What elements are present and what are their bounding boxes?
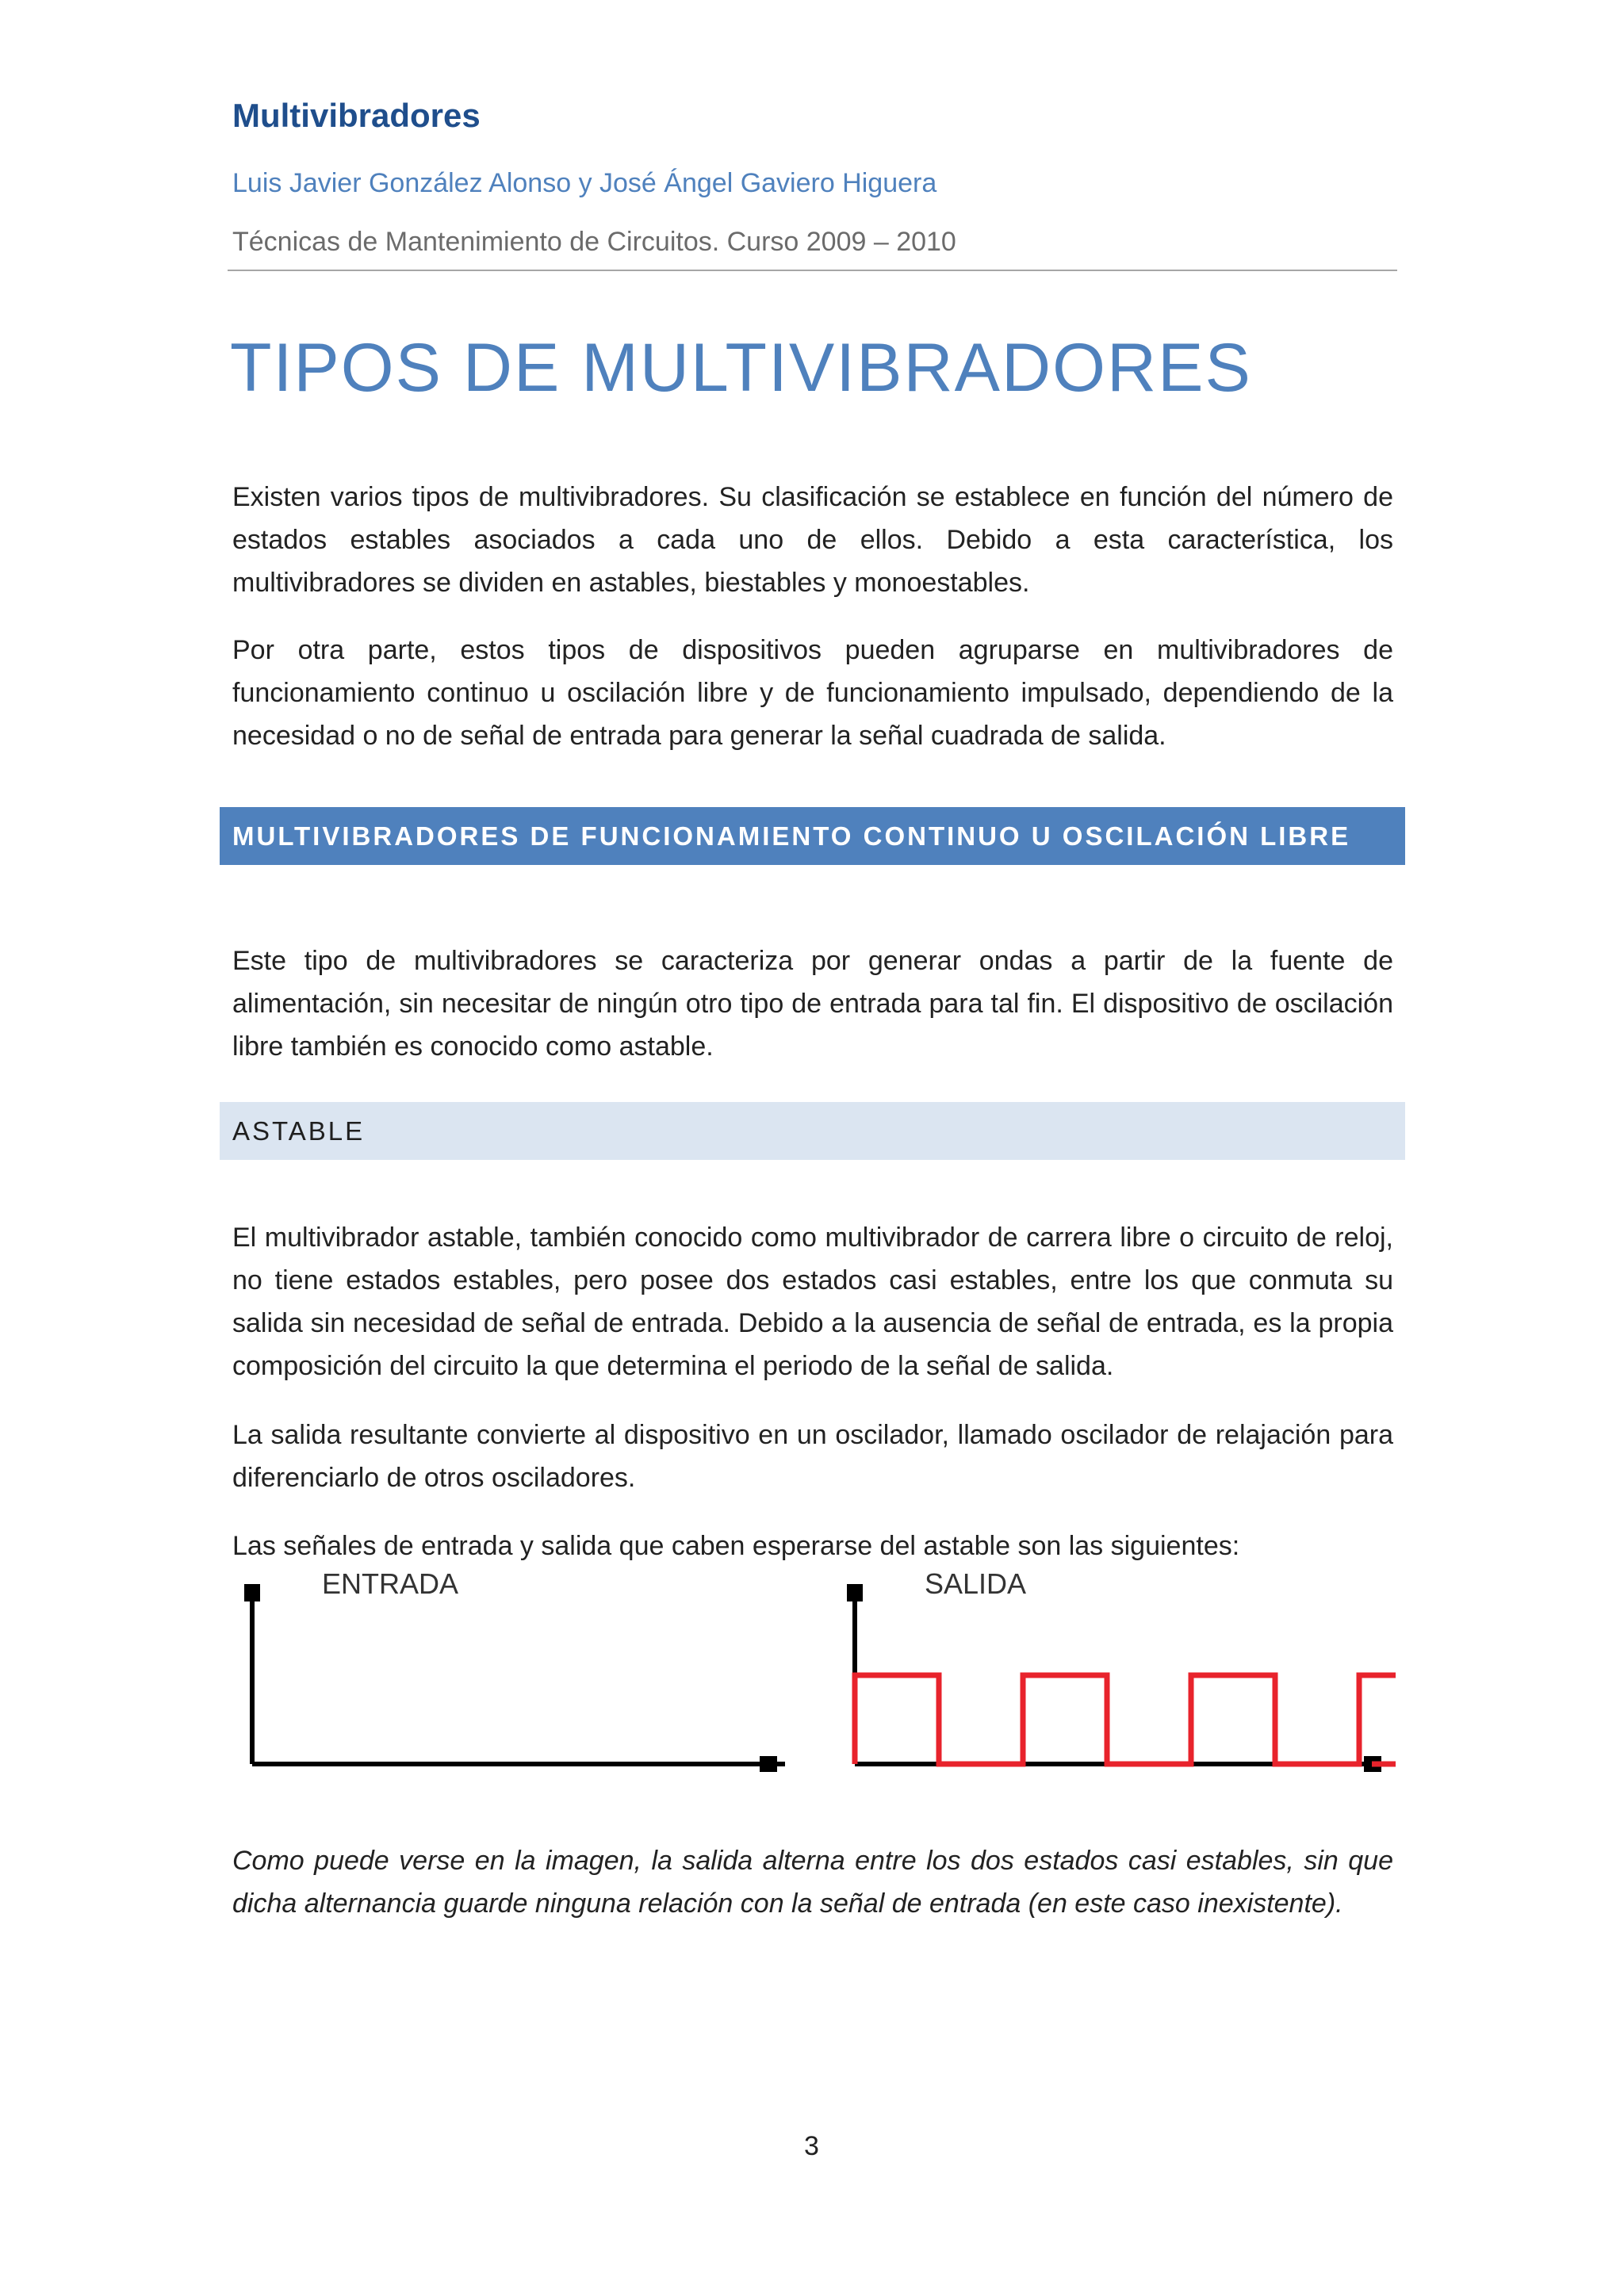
astable-signals-figure: [230, 1570, 1396, 1784]
intro-paragraph-2: Por otra parte, estos tipos de dispositivos pueden agruparse en multivibradores de funcionamiento continuo u oscilación libre y de funcionamiento impulsado, dependiendo de la necesidad o no de señal de entrada para generar la señal cuadrada de salida.: [232, 635, 1393, 751]
section-heading: MULTIVIBRADORES DE FUNCIONAMIENTO CONTINUO U OSCILACIÓN LIBRE: [232, 821, 1351, 851]
section-heading-bar: [220, 807, 1405, 865]
input-y-axis-arrow: [244, 1584, 260, 1601]
intro-paragraph-1: Existen varios tipos de multivibradores. Su clasificación se establece en función del número de estados estables asociados a cada uno de ellos. Debido a esta característica, los multivibradores se dividen en astables, biestables y monoestables.: [232, 482, 1393, 598]
output-signal-panel: [847, 1570, 1396, 1772]
astable-paragraph-2: La salida resultante convierte al dispositivo en un oscilador, llamado oscilador de relajación para diferenciarlo de otros osciladores.: [232, 1420, 1393, 1493]
astable-paragraph-3: Las señales de entrada y salida que caben esperarse del astable son las siguientes:: [232, 1531, 1240, 1561]
astable-paragraph-1: El multivibrador astable, también conocido como multivibrador de carrera libre o circuito de reloj, no tiene estados estables, pero posee dos estados casi estables, entre los que conmuta su salida sin necesidad de señal de entrada. Debido a la ausencia de señal de entrada, es la propia composición del circuito la que determina el periodo de la señal de salida.: [232, 1223, 1393, 1381]
output-y-axis-arrow: [847, 1584, 863, 1601]
subsection-heading: ASTABLE: [232, 1115, 366, 1146]
input-signal-panel: [244, 1570, 785, 1772]
header-divider: [228, 270, 1397, 271]
subsection-heading-bar: [220, 1102, 1405, 1160]
output-label: SALIDA: [925, 1570, 1027, 1600]
document-title: Multivibradores: [232, 97, 481, 134]
main-heading: TIPOS DE MULTIVIBRADORES: [230, 330, 1252, 406]
figure-caption: Como puede verse en la imagen, la salida alterna entre los dos estados casi estables, sin que dicha alternancia guarde ninguna relación con la señal de entrada (en este caso inexistente).: [232, 1846, 1393, 1919]
document-authors: Luis Javier González Alonso y José Ángel Gaviero Higuera: [232, 168, 937, 198]
continuo-paragraph: Este tipo de multivibradores se caracteriza por generar ondas a partir de la fuente de alimentación, sin necesitar de ningún otro tipo de entrada para tal fin. El dispositivo de oscilación libre también es conocido como astable.: [232, 946, 1393, 1062]
output-square-wave: [855, 1675, 1396, 1764]
page-number: 3: [804, 2131, 819, 2161]
document-course: Técnicas de Mantenimiento de Circuitos. Curso 2009 – 2010: [232, 227, 956, 257]
input-x-axis-arrow: [760, 1756, 777, 1772]
input-label: ENTRADA: [322, 1570, 459, 1600]
